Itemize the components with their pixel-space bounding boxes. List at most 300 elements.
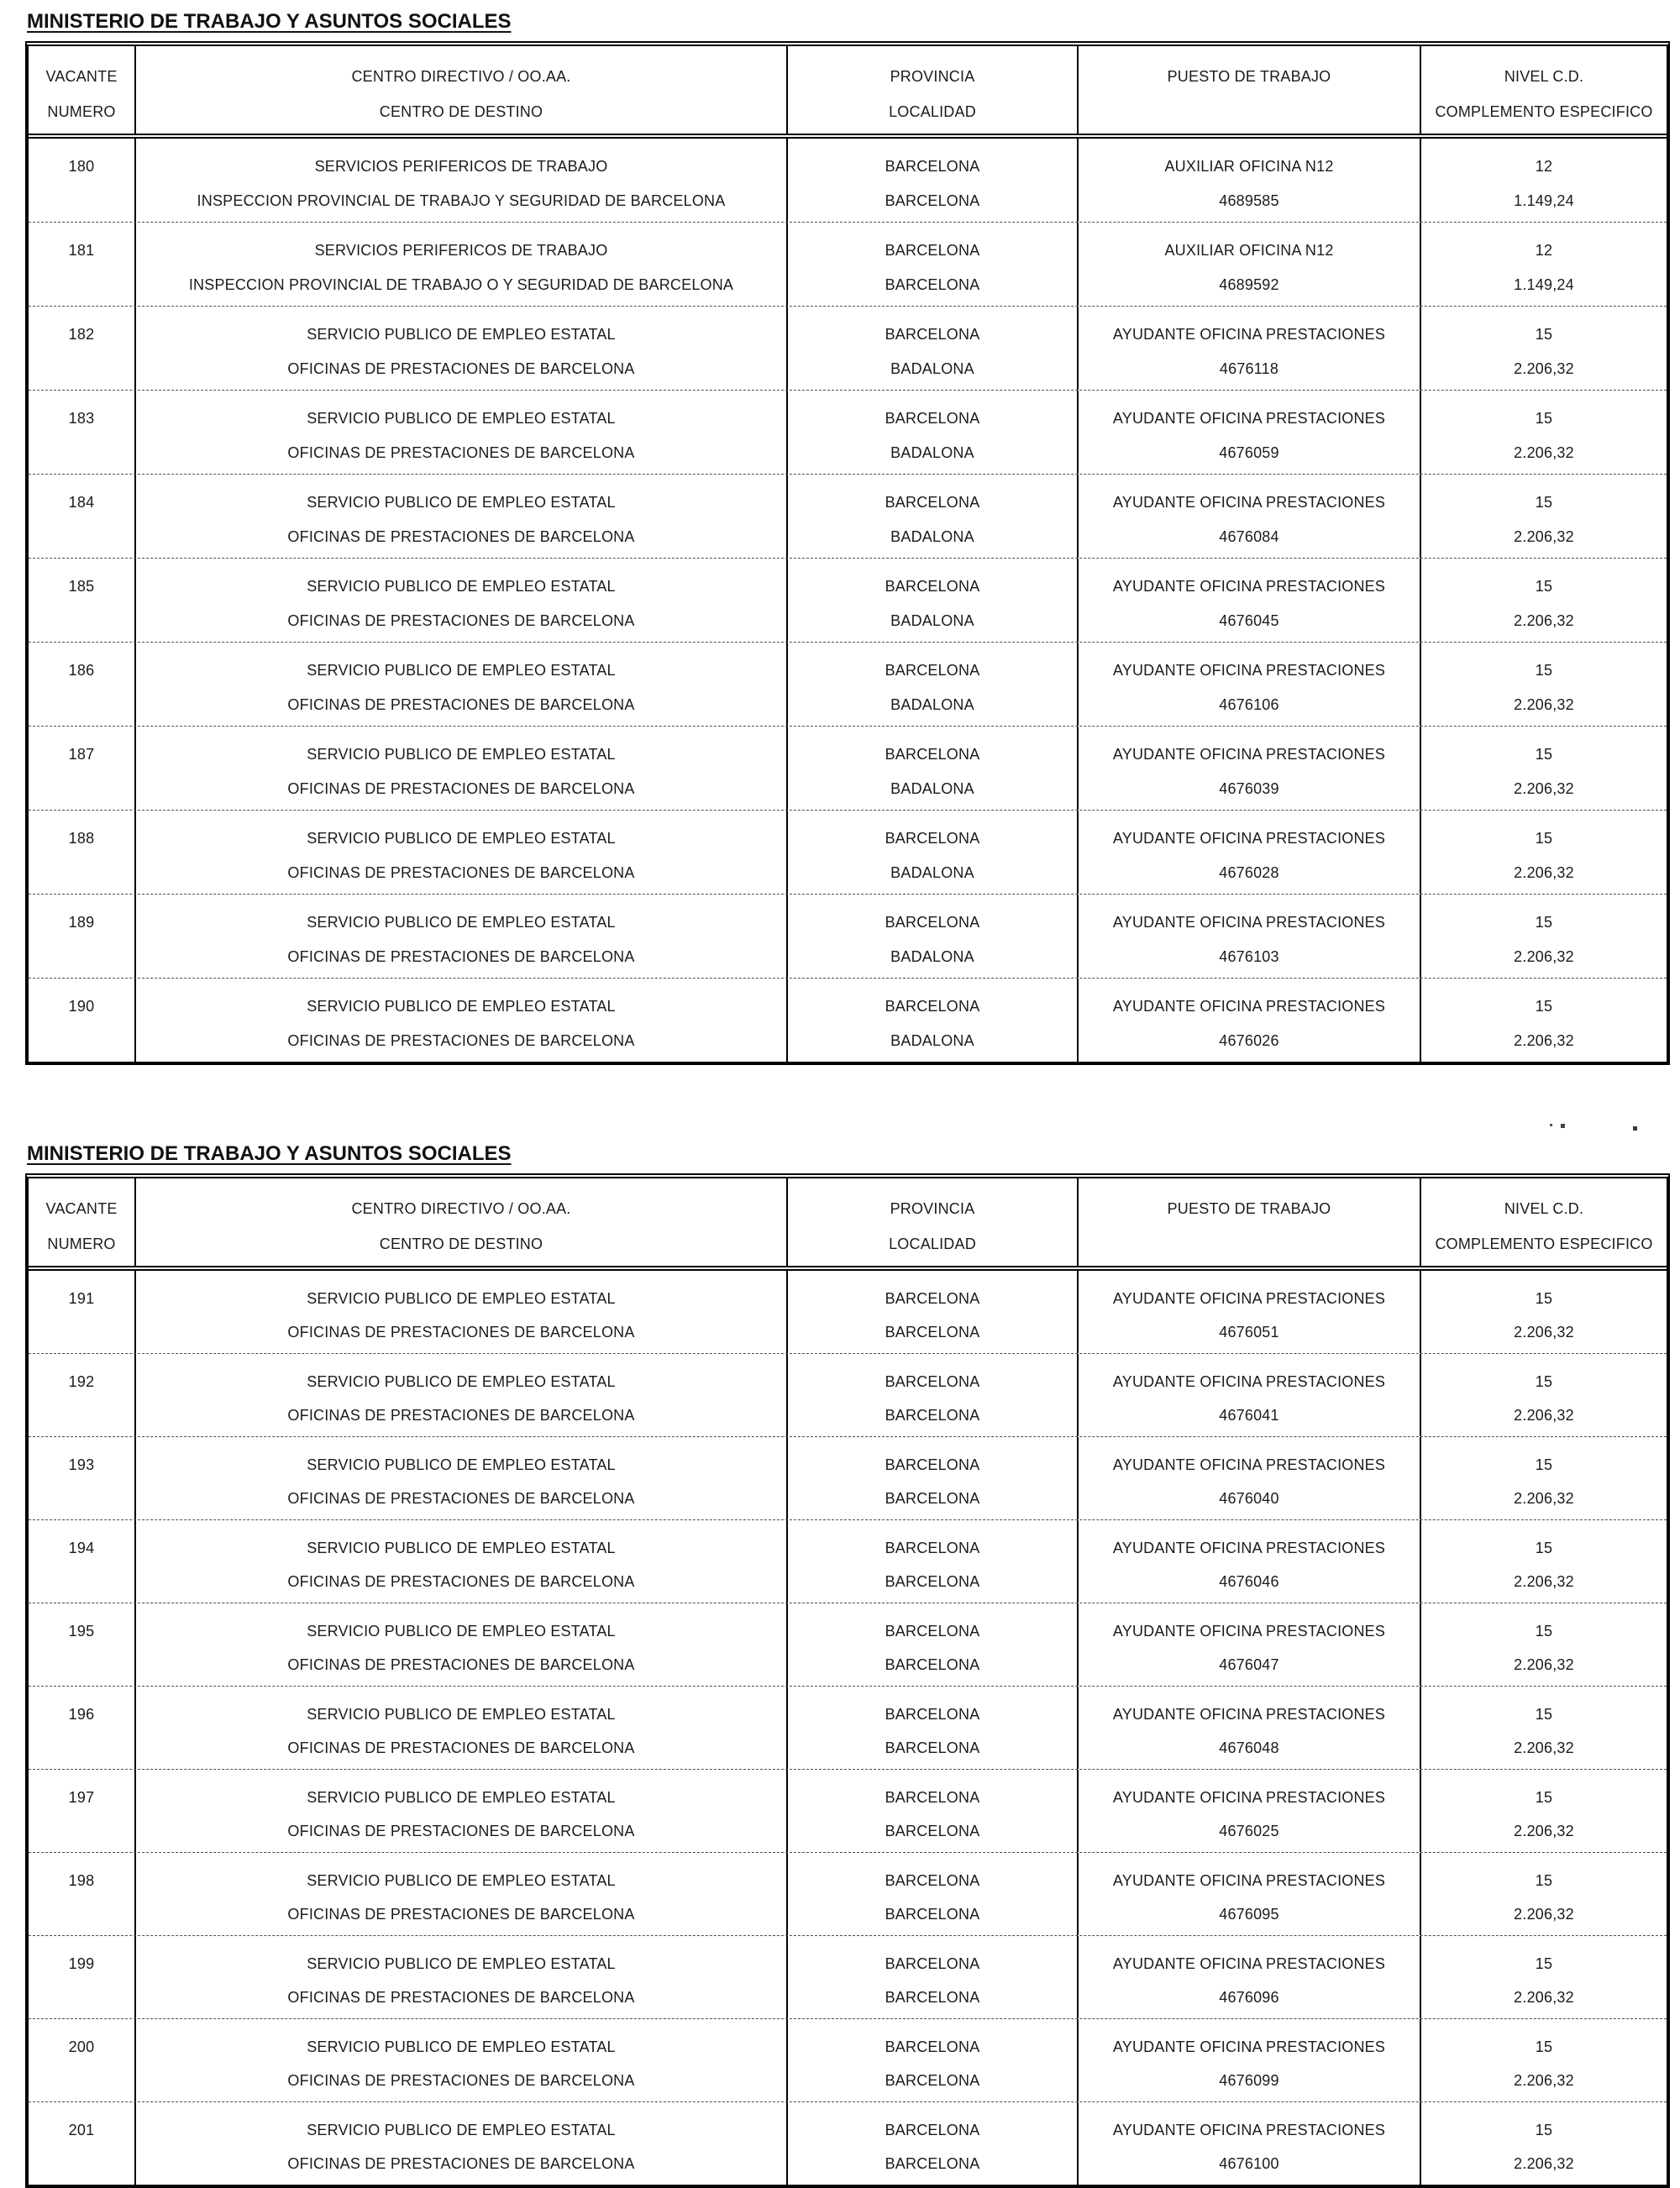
cell-line: OFICINAS DE PRESTACIONES DE BARCELONA bbox=[287, 1324, 635, 1341]
ministry-title: MINISTERIO DE TRABAJO Y ASUNTOS SOCIALES bbox=[27, 10, 512, 33]
cell-line: BARCELONA bbox=[885, 494, 980, 511]
cell-line: OFICINAS DE PRESTACIONES DE BARCELONA bbox=[287, 1573, 635, 1590]
cell-line: BARCELONA bbox=[885, 746, 980, 763]
table-body bbox=[29, 1271, 1667, 2185]
cell-line: 4676041 bbox=[1219, 1407, 1279, 1424]
provincia-cell bbox=[786, 1936, 1077, 2018]
puesto-cell bbox=[1077, 727, 1420, 810]
header-vacante-numero bbox=[29, 46, 134, 134]
table-row bbox=[29, 1852, 1667, 1935]
cell-line: OFICINAS DE PRESTACIONES DE BARCELONA bbox=[287, 948, 635, 965]
cell-line: BARCELONA bbox=[885, 1324, 980, 1341]
table-row bbox=[29, 1519, 1667, 1603]
header-line: NIVEL C.D. bbox=[1504, 68, 1584, 85]
table-row bbox=[29, 1769, 1667, 1852]
cell-line: 2.206,32 bbox=[1514, 2072, 1574, 2089]
table-row bbox=[29, 306, 1667, 390]
cell-line: 15 bbox=[1535, 998, 1553, 1015]
cell-line: BARCELONA bbox=[885, 1823, 980, 1839]
header-vacante-numero bbox=[29, 1178, 134, 1266]
cell-line: SERVICIO PUBLICO DE EMPLEO ESTATAL bbox=[307, 1290, 616, 1307]
cell-line: BARCELONA bbox=[885, 998, 980, 1015]
cell-line: BARCELONA bbox=[885, 1906, 980, 1923]
cell-line: BARCELONA bbox=[885, 1955, 980, 1972]
cell-line: BARCELONA bbox=[885, 410, 980, 427]
header-line: LOCALIDAD bbox=[889, 103, 976, 120]
cell-line: 4676048 bbox=[1219, 1739, 1279, 1756]
centro-cell bbox=[134, 811, 786, 894]
cell-line: SERVICIO PUBLICO DE EMPLEO ESTATAL bbox=[307, 746, 616, 763]
provincia-cell bbox=[786, 2102, 1077, 2185]
cell-line: 2.206,32 bbox=[1514, 1032, 1574, 1049]
provincia-cell bbox=[786, 1437, 1077, 1519]
provincia-cell bbox=[786, 2019, 1077, 2101]
puesto-cell bbox=[1077, 1687, 1420, 1769]
cell-line: 15 bbox=[1535, 410, 1553, 427]
cell-line: BARCELONA bbox=[885, 1573, 980, 1590]
table-row bbox=[29, 1603, 1667, 1686]
nivel-cell bbox=[1420, 1271, 1667, 1353]
vacancies-table-1 bbox=[25, 41, 1670, 1065]
nivel-cell bbox=[1420, 559, 1667, 642]
provincia-cell bbox=[786, 391, 1077, 474]
header-line: COMPLEMENTO ESPECIFICO bbox=[1435, 1236, 1653, 1252]
cell-line: 2.206,32 bbox=[1514, 612, 1574, 629]
cell-line: 185 bbox=[68, 578, 95, 595]
vacante-number-cell bbox=[29, 2102, 134, 2185]
puesto-cell bbox=[1077, 1770, 1420, 1852]
centro-cell bbox=[134, 1437, 786, 1519]
cell-line: 12 bbox=[1535, 242, 1553, 259]
cell-line: BARCELONA bbox=[885, 2072, 980, 2089]
centro-cell bbox=[134, 1687, 786, 1769]
cell-line: 2.206,32 bbox=[1514, 1989, 1574, 2006]
cell-line: BADALONA bbox=[890, 1032, 974, 1049]
cell-line: 4676099 bbox=[1219, 2072, 1279, 2089]
cell-line: 180 bbox=[68, 158, 95, 175]
cell-line: SERVICIO PUBLICO DE EMPLEO ESTATAL bbox=[307, 326, 616, 343]
scan-artifact-dots bbox=[1550, 1124, 1552, 1126]
cell-line: SERVICIO PUBLICO DE EMPLEO ESTATAL bbox=[307, 1955, 616, 1972]
provincia-cell bbox=[786, 811, 1077, 894]
vacante-number-cell bbox=[29, 895, 134, 978]
nivel-cell bbox=[1420, 307, 1667, 390]
puesto-cell bbox=[1077, 1354, 1420, 1436]
cell-line: BARCELONA bbox=[885, 1407, 980, 1424]
cell-line: 15 bbox=[1535, 1456, 1553, 1473]
cell-line: OFICINAS DE PRESTACIONES DE BARCELONA bbox=[287, 696, 635, 713]
vacante-number-cell bbox=[29, 391, 134, 474]
cell-line: SERVICIO PUBLICO DE EMPLEO ESTATAL bbox=[307, 830, 616, 847]
cell-line: SERVICIO PUBLICO DE EMPLEO ESTATAL bbox=[307, 1872, 616, 1889]
cell-line: SERVICIOS PERIFERICOS DE TRABAJO bbox=[314, 158, 608, 175]
cell-line: 2.206,32 bbox=[1514, 864, 1574, 881]
provincia-cell bbox=[786, 475, 1077, 558]
cell-line: 2.206,32 bbox=[1514, 444, 1574, 461]
cell-line: AYUDANTE OFICINA PRESTACIONES bbox=[1112, 914, 1386, 931]
cell-line: OFICINAS DE PRESTACIONES DE BARCELONA bbox=[287, 444, 635, 461]
cell-line: AYUDANTE OFICINA PRESTACIONES bbox=[1112, 1290, 1386, 1307]
header-provincia-localidad bbox=[786, 1178, 1077, 1266]
cell-line: 186 bbox=[68, 662, 95, 679]
cell-line: 2.206,32 bbox=[1514, 1823, 1574, 1839]
provincia-cell bbox=[786, 223, 1077, 306]
centro-cell bbox=[134, 1271, 786, 1353]
provincia-cell bbox=[786, 979, 1077, 1062]
table-row bbox=[29, 642, 1667, 726]
nivel-cell bbox=[1420, 811, 1667, 894]
provincia-cell bbox=[786, 1271, 1077, 1353]
cell-line: BARCELONA bbox=[885, 326, 980, 343]
table-header-row bbox=[29, 46, 1667, 139]
cell-line: 4676118 bbox=[1219, 360, 1279, 377]
cell-line: SERVICIO PUBLICO DE EMPLEO ESTATAL bbox=[307, 914, 616, 931]
cell-line: INSPECCION PROVINCIAL DE TRABAJO Y SEGURIDAD DE BARCELONA bbox=[197, 192, 726, 209]
vacante-number-cell bbox=[29, 1520, 134, 1603]
puesto-cell bbox=[1077, 223, 1420, 306]
header-line: LOCALIDAD bbox=[889, 1236, 976, 1252]
table-row bbox=[29, 1353, 1667, 1436]
centro-cell bbox=[134, 2019, 786, 2101]
provincia-cell bbox=[786, 1354, 1077, 1436]
cell-line: 2.206,32 bbox=[1514, 1739, 1574, 1756]
centro-cell bbox=[134, 727, 786, 810]
centro-cell bbox=[134, 559, 786, 642]
header-line: CENTRO DE DESTINO bbox=[379, 103, 543, 120]
cell-line: BADALONA bbox=[890, 696, 974, 713]
cell-line: 199 bbox=[68, 1955, 95, 1972]
centro-cell bbox=[134, 1936, 786, 2018]
section-vacancies-191-201 bbox=[25, 1142, 1680, 2188]
vacante-number-cell bbox=[29, 1603, 134, 1686]
cell-line: SERVICIO PUBLICO DE EMPLEO ESTATAL bbox=[307, 998, 616, 1015]
table-row bbox=[29, 1436, 1667, 1519]
vacante-number-cell bbox=[29, 1437, 134, 1519]
cell-line: OFICINAS DE PRESTACIONES DE BARCELONA bbox=[287, 1656, 635, 1673]
puesto-cell bbox=[1077, 2102, 1420, 2185]
cell-line: 15 bbox=[1535, 2122, 1553, 2138]
nivel-cell bbox=[1420, 391, 1667, 474]
puesto-cell bbox=[1077, 139, 1420, 222]
centro-cell bbox=[134, 139, 786, 222]
vacante-number-cell bbox=[29, 643, 134, 726]
table-row bbox=[29, 1686, 1667, 1769]
header-line: NUMERO bbox=[47, 1236, 116, 1252]
cell-line: BARCELONA bbox=[885, 1656, 980, 1673]
cell-line: BADALONA bbox=[890, 780, 974, 797]
puesto-cell bbox=[1077, 307, 1420, 390]
cell-line: SERVICIO PUBLICO DE EMPLEO ESTATAL bbox=[307, 1456, 616, 1473]
cell-line: BARCELONA bbox=[885, 158, 980, 175]
header-line: CENTRO DE DESTINO bbox=[379, 1236, 543, 1252]
header-nivel-complemento bbox=[1420, 1178, 1667, 1266]
cell-line: AYUDANTE OFICINA PRESTACIONES bbox=[1112, 326, 1386, 343]
table-row bbox=[29, 810, 1667, 894]
nivel-cell bbox=[1420, 1687, 1667, 1769]
provincia-cell bbox=[786, 559, 1077, 642]
cell-line: 4676025 bbox=[1219, 1823, 1279, 1839]
nivel-cell bbox=[1420, 895, 1667, 978]
cell-line: 2.206,32 bbox=[1514, 1407, 1574, 1424]
cell-line: AYUDANTE OFICINA PRESTACIONES bbox=[1112, 2122, 1386, 2138]
cell-line: AYUDANTE OFICINA PRESTACIONES bbox=[1112, 1706, 1386, 1723]
cell-line: SERVICIO PUBLICO DE EMPLEO ESTATAL bbox=[307, 578, 616, 595]
nivel-cell bbox=[1420, 979, 1667, 1062]
cell-line: 2.206,32 bbox=[1514, 1906, 1574, 1923]
cell-line: 4689585 bbox=[1219, 192, 1279, 209]
cell-line: 2.206,32 bbox=[1514, 528, 1574, 545]
cell-line: 4676045 bbox=[1219, 612, 1279, 629]
cell-line: OFICINAS DE PRESTACIONES DE BARCELONA bbox=[287, 780, 635, 797]
cell-line: AYUDANTE OFICINA PRESTACIONES bbox=[1112, 998, 1386, 1015]
cell-line: 15 bbox=[1535, 746, 1553, 763]
cell-line: BARCELONA bbox=[885, 662, 980, 679]
puesto-cell bbox=[1077, 1853, 1420, 1935]
cell-line: BARCELONA bbox=[885, 1540, 980, 1556]
cell-line: BARCELONA bbox=[885, 192, 980, 209]
cell-line: OFICINAS DE PRESTACIONES DE BARCELONA bbox=[287, 1739, 635, 1756]
cell-line: BARCELONA bbox=[885, 2038, 980, 2055]
cell-line: 195 bbox=[68, 1623, 95, 1640]
cell-line: 15 bbox=[1535, 830, 1553, 847]
cell-line: AUXILIAR OFICINA N12 bbox=[1164, 242, 1334, 259]
cell-line: SERVICIO PUBLICO DE EMPLEO ESTATAL bbox=[307, 1706, 616, 1723]
nivel-cell bbox=[1420, 727, 1667, 810]
cell-line: 190 bbox=[68, 998, 95, 1015]
header-centro-directivo bbox=[134, 46, 786, 134]
cell-line: 15 bbox=[1535, 1955, 1553, 1972]
cell-line: 181 bbox=[68, 242, 95, 259]
cell-line: BARCELONA bbox=[885, 1989, 980, 2006]
cell-line: BADALONA bbox=[890, 360, 974, 377]
cell-line: BARCELONA bbox=[885, 242, 980, 259]
header-provincia-localidad bbox=[786, 46, 1077, 134]
cell-line: 193 bbox=[68, 1456, 95, 1473]
cell-line: BARCELONA bbox=[885, 1456, 980, 1473]
centro-cell bbox=[134, 223, 786, 306]
cell-line: BARCELONA bbox=[885, 914, 980, 931]
cell-line: SERVICIO PUBLICO DE EMPLEO ESTATAL bbox=[307, 662, 616, 679]
centro-cell bbox=[134, 1603, 786, 1686]
cell-line: OFICINAS DE PRESTACIONES DE BARCELONA bbox=[287, 1823, 635, 1839]
puesto-cell bbox=[1077, 1437, 1420, 1519]
cell-line: 15 bbox=[1535, 2038, 1553, 2055]
cell-line: 4676047 bbox=[1219, 1656, 1279, 1673]
cell-line: 15 bbox=[1535, 1540, 1553, 1556]
nivel-cell bbox=[1420, 223, 1667, 306]
centro-cell bbox=[134, 979, 786, 1062]
header-nivel-complemento bbox=[1420, 46, 1667, 134]
header-line: VACANTE bbox=[45, 1200, 118, 1217]
provincia-cell bbox=[786, 1770, 1077, 1852]
cell-line: 4676095 bbox=[1219, 1906, 1279, 1923]
puesto-cell bbox=[1077, 811, 1420, 894]
vacante-number-cell bbox=[29, 1936, 134, 2018]
table-row bbox=[29, 139, 1667, 222]
table-row bbox=[29, 1935, 1667, 2018]
cell-line: OFICINAS DE PRESTACIONES DE BARCELONA bbox=[287, 2155, 635, 2172]
cell-line: 192 bbox=[68, 1373, 95, 1390]
cell-line: 183 bbox=[68, 410, 95, 427]
centro-cell bbox=[134, 643, 786, 726]
vacante-number-cell bbox=[29, 1354, 134, 1436]
puesto-cell bbox=[1077, 2019, 1420, 2101]
cell-line: BADALONA bbox=[890, 948, 974, 965]
cell-line: INSPECCION PROVINCIAL DE TRABAJO O Y SEGURIDAD DE BARCELONA bbox=[188, 276, 734, 293]
cell-line: 4676026 bbox=[1219, 1032, 1279, 1049]
cell-line: 2.206,32 bbox=[1514, 1490, 1574, 1507]
table-row bbox=[29, 726, 1667, 810]
cell-line: SERVICIO PUBLICO DE EMPLEO ESTATAL bbox=[307, 2038, 616, 2055]
vacante-number-cell bbox=[29, 139, 134, 222]
cell-line: 15 bbox=[1535, 662, 1553, 679]
puesto-cell bbox=[1077, 895, 1420, 978]
nivel-cell bbox=[1420, 2102, 1667, 2185]
table-row bbox=[29, 894, 1667, 978]
vacante-number-cell bbox=[29, 811, 134, 894]
table-header-row bbox=[29, 1178, 1667, 1271]
nivel-cell bbox=[1420, 1936, 1667, 2018]
puesto-cell bbox=[1077, 559, 1420, 642]
provincia-cell bbox=[786, 1520, 1077, 1603]
nivel-cell bbox=[1420, 1437, 1667, 1519]
header-line: PROVINCIA bbox=[890, 68, 975, 85]
header-line: VACANTE bbox=[45, 68, 118, 85]
cell-line: 2.206,32 bbox=[1514, 780, 1574, 797]
cell-line: OFICINAS DE PRESTACIONES DE BARCELONA bbox=[287, 1407, 635, 1424]
puesto-cell bbox=[1077, 1520, 1420, 1603]
header-line: PUESTO DE TRABAJO bbox=[1167, 1200, 1331, 1217]
cell-line: 15 bbox=[1535, 1290, 1553, 1307]
cell-line: OFICINAS DE PRESTACIONES DE BARCELONA bbox=[287, 528, 635, 545]
cell-line: SERVICIO PUBLICO DE EMPLEO ESTATAL bbox=[307, 1540, 616, 1556]
vacante-number-cell bbox=[29, 223, 134, 306]
table-row bbox=[29, 2018, 1667, 2101]
cell-line: BARCELONA bbox=[885, 578, 980, 595]
cell-line: 187 bbox=[68, 746, 95, 763]
cell-line: OFICINAS DE PRESTACIONES DE BARCELONA bbox=[287, 1490, 635, 1507]
section-vacancies-180-190 bbox=[25, 10, 1680, 1065]
header-line: NUMERO bbox=[47, 103, 116, 120]
cell-line: SERVICIO PUBLICO DE EMPLEO ESTATAL bbox=[307, 1789, 616, 1806]
cell-line: BARCELONA bbox=[885, 1739, 980, 1756]
nivel-cell bbox=[1420, 1603, 1667, 1686]
cell-line: 15 bbox=[1535, 1623, 1553, 1640]
cell-line: BARCELONA bbox=[885, 2122, 980, 2138]
cell-line: 4676059 bbox=[1219, 444, 1279, 461]
centro-cell bbox=[134, 391, 786, 474]
cell-line: AYUDANTE OFICINA PRESTACIONES bbox=[1112, 1456, 1386, 1473]
nivel-cell bbox=[1420, 1520, 1667, 1603]
vacante-number-cell bbox=[29, 2019, 134, 2101]
vacante-number-cell bbox=[29, 1770, 134, 1852]
provincia-cell bbox=[786, 1603, 1077, 1686]
cell-line: 4676106 bbox=[1219, 696, 1279, 713]
cell-line: BARCELONA bbox=[885, 1373, 980, 1390]
nivel-cell bbox=[1420, 643, 1667, 726]
cell-line: AYUDANTE OFICINA PRESTACIONES bbox=[1112, 662, 1386, 679]
cell-line: AUXILIAR OFICINA N12 bbox=[1164, 158, 1334, 175]
table-body bbox=[29, 139, 1667, 1062]
provincia-cell bbox=[786, 307, 1077, 390]
vacante-number-cell bbox=[29, 727, 134, 810]
table-row bbox=[29, 222, 1667, 306]
cell-line: AYUDANTE OFICINA PRESTACIONES bbox=[1112, 746, 1386, 763]
cell-line: OFICINAS DE PRESTACIONES DE BARCELONA bbox=[287, 2072, 635, 2089]
cell-line: 4676040 bbox=[1219, 1490, 1279, 1507]
centro-cell bbox=[134, 307, 786, 390]
provincia-cell bbox=[786, 895, 1077, 978]
cell-line: 188 bbox=[68, 830, 95, 847]
cell-line: 4689592 bbox=[1219, 276, 1279, 293]
cell-line: 12 bbox=[1535, 158, 1553, 175]
cell-line: BARCELONA bbox=[885, 1789, 980, 1806]
cell-line: 4676084 bbox=[1219, 528, 1279, 545]
cell-line: 15 bbox=[1535, 326, 1553, 343]
nivel-cell bbox=[1420, 2019, 1667, 2101]
vacante-number-cell bbox=[29, 475, 134, 558]
cell-line: AYUDANTE OFICINA PRESTACIONES bbox=[1112, 1789, 1386, 1806]
table-row bbox=[29, 978, 1667, 1062]
cell-line: OFICINAS DE PRESTACIONES DE BARCELONA bbox=[287, 612, 635, 629]
cell-line: 4676096 bbox=[1219, 1989, 1279, 2006]
cell-line: SERVICIO PUBLICO DE EMPLEO ESTATAL bbox=[307, 1623, 616, 1640]
provincia-cell bbox=[786, 1687, 1077, 1769]
cell-line: 15 bbox=[1535, 1706, 1553, 1723]
centro-cell bbox=[134, 475, 786, 558]
puesto-cell bbox=[1077, 475, 1420, 558]
cell-line: BARCELONA bbox=[885, 1872, 980, 1889]
cell-line: BADALONA bbox=[890, 864, 974, 881]
cell-line: 2.206,32 bbox=[1514, 1324, 1574, 1341]
cell-line: 182 bbox=[68, 326, 95, 343]
cell-line: 4676028 bbox=[1219, 864, 1279, 881]
table-row bbox=[29, 474, 1667, 558]
cell-line: BARCELONA bbox=[885, 1290, 980, 1307]
cell-line: BARCELONA bbox=[885, 276, 980, 293]
puesto-cell bbox=[1077, 1271, 1420, 1353]
table-row bbox=[29, 1271, 1667, 1353]
cell-line: AYUDANTE OFICINA PRESTACIONES bbox=[1112, 1872, 1386, 1889]
provincia-cell bbox=[786, 643, 1077, 726]
cell-line: BARCELONA bbox=[885, 1623, 980, 1640]
cell-line: SERVICIO PUBLICO DE EMPLEO ESTATAL bbox=[307, 494, 616, 511]
vacante-number-cell bbox=[29, 559, 134, 642]
cell-line: 194 bbox=[68, 1540, 95, 1556]
cell-line: 191 bbox=[68, 1290, 95, 1307]
cell-line: 15 bbox=[1535, 1872, 1553, 1889]
vacante-number-cell bbox=[29, 979, 134, 1062]
cell-line: BARCELONA bbox=[885, 2155, 980, 2172]
header-line: CENTRO DIRECTIVO / OO.AA. bbox=[351, 68, 571, 85]
cell-line: AYUDANTE OFICINA PRESTACIONES bbox=[1112, 578, 1386, 595]
cell-line: SERVICIO PUBLICO DE EMPLEO ESTATAL bbox=[307, 2122, 616, 2138]
nivel-cell bbox=[1420, 1770, 1667, 1852]
nivel-cell bbox=[1420, 139, 1667, 222]
cell-line: BADALONA bbox=[890, 444, 974, 461]
cell-line: AYUDANTE OFICINA PRESTACIONES bbox=[1112, 1540, 1386, 1556]
centro-cell bbox=[134, 1853, 786, 1935]
cell-line: 1.149,24 bbox=[1514, 192, 1574, 209]
cell-line: BARCELONA bbox=[885, 1490, 980, 1507]
cell-line: 4676100 bbox=[1219, 2155, 1279, 2172]
cell-line: 201 bbox=[68, 2122, 95, 2138]
provincia-cell bbox=[786, 139, 1077, 222]
cell-line: 15 bbox=[1535, 1789, 1553, 1806]
provincia-cell bbox=[786, 1853, 1077, 1935]
cell-line: SERVICIO PUBLICO DE EMPLEO ESTATAL bbox=[307, 410, 616, 427]
cell-line: OFICINAS DE PRESTACIONES DE BARCELONA bbox=[287, 1906, 635, 1923]
